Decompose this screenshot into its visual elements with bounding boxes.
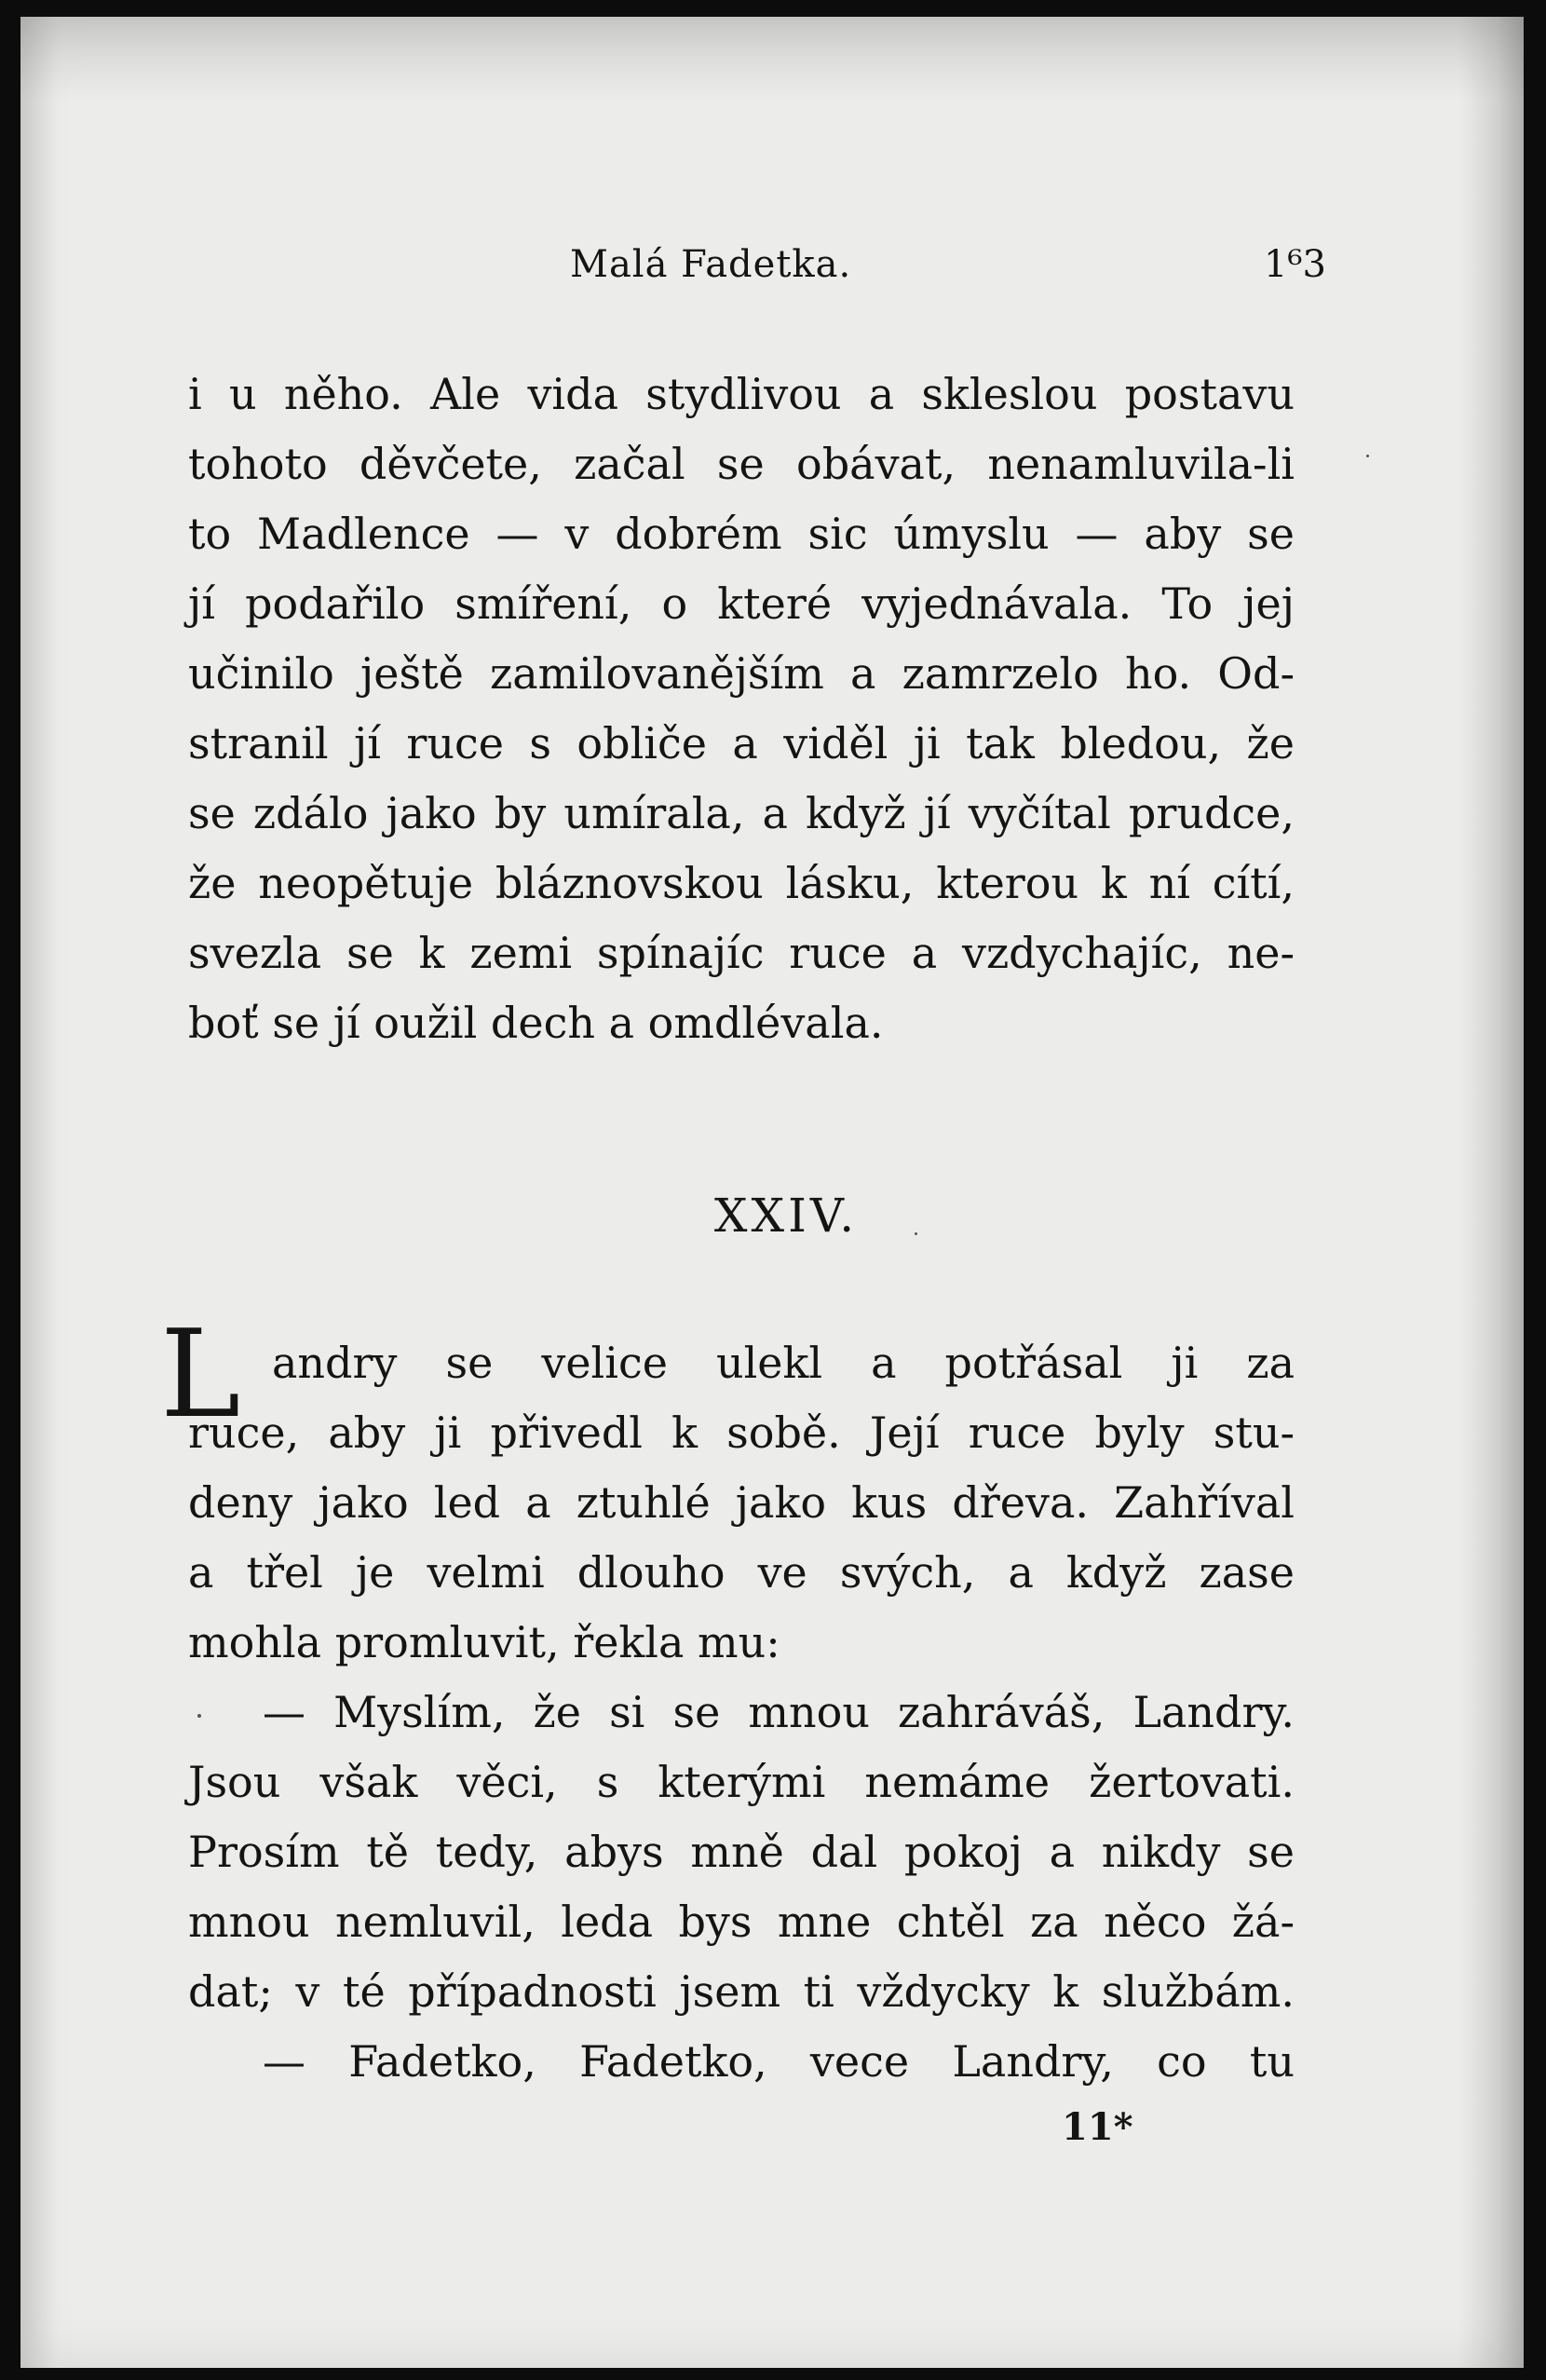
text-line: se zdálo jako by umírala, a když jí vyčítal prudce, [188, 788, 1295, 838]
text-line: mohla promluvit, řekla mu: [188, 1617, 780, 1667]
text-line: jí podařilo smíření, o které vyjednávala. To jej [188, 578, 1295, 629]
drop-cap: L [160, 1303, 241, 1445]
text-line: dat; v té případnosti jsem ti vždycky k službám. [188, 1966, 1295, 2017]
page-number: 1⁶3 [1264, 243, 1326, 286]
text-line: andry se velice ulekl a potřásal ji za [272, 1338, 1295, 1388]
book-page [20, 17, 1524, 2368]
chapter-text [188, 1328, 1295, 2097]
text-line: boť se jí oužil dech a omdlévala. [188, 998, 884, 1048]
text-line: deny jako led a ztuhlé jako kus dřeva. Zahříval [188, 1477, 1295, 1528]
scan-shadow-top [20, 17, 1524, 101]
dialogue-line: — Myslím, že si se mnou zahráváš, Landry. [263, 1687, 1295, 1737]
text-line: Jsou však věci, s kterými nemáme žertovati. [188, 1757, 1295, 1807]
scan-speck [197, 1714, 201, 1718]
text-line: ruce, aby ji přivedl k sobě. Její ruce byly stu- [188, 1408, 1295, 1458]
text-line: svezla se k zemi spínajíc ruce a vzdychajíc, ne- [188, 928, 1295, 978]
scan-speck [1366, 455, 1369, 457]
signature-mark: 11* [1062, 2105, 1133, 2149]
text-line: stranil jí ruce s obliče a viděl ji tak bledou, že [188, 718, 1295, 768]
text-line: to Madlence — v dobrém sic úmyslu — aby se [188, 509, 1295, 559]
paragraph-continued [188, 360, 1295, 1058]
chapter-heading: XXIV. [713, 1189, 859, 1243]
text-line: učinilo ještě zamilovanějším a zamrzelo ho. Od- [188, 648, 1295, 699]
text-line: a třel je velmi dlouho ve svých, a když zase [188, 1547, 1295, 1598]
text-line: Prosím tě tedy, abys mně dal pokoj a nikdy se [188, 1827, 1295, 1877]
text-line: tohoto děvčete, začal se obávat, nenamluvila-li [188, 439, 1295, 489]
text-line: mnou nemluvil, leda bys mne chtěl za něco žá- [188, 1897, 1295, 1947]
dialogue-line: — Fadetko, Fadetko, vece Landry, co tu [263, 2036, 1295, 2087]
running-head: Malá Fadetka. [570, 243, 852, 286]
text-line: i u něho. Ale vida stydlivou a skleslou postavu [188, 369, 1295, 419]
text-line: že neopětuje bláznovskou lásku, kterou k ní cítí, [188, 858, 1295, 908]
scan-speck [915, 1232, 917, 1235]
